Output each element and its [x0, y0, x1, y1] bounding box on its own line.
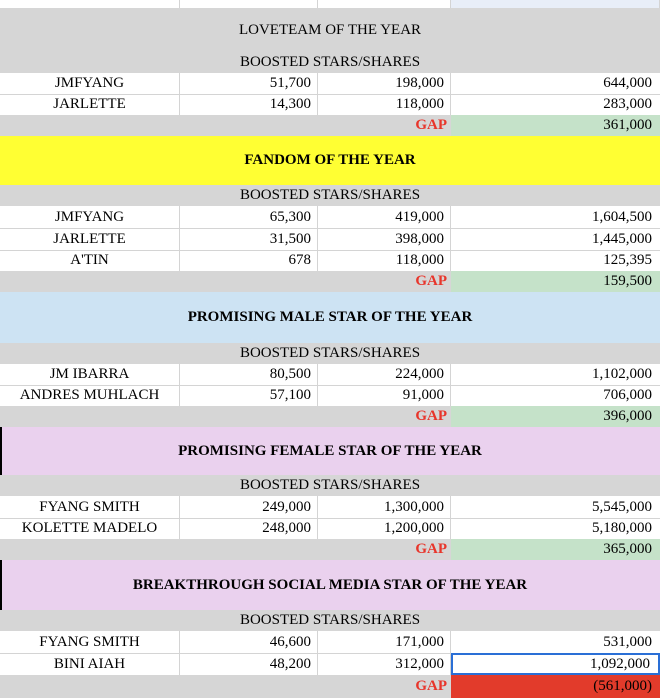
section-title-text: LOVETEAM OF THE YEAR [238, 21, 422, 38]
total-cell[interactable]: 125,395 [603, 252, 652, 268]
total-cell[interactable]: 1,102,000 [592, 366, 652, 382]
gap-row [0, 115, 660, 136]
name-cell[interactable]: JARLETTE [0, 228, 180, 250]
table-row [0, 228, 660, 251]
header-boosted-stars-shares: BOOSTED STARS/SHARES [239, 477, 421, 493]
shares-cell[interactable]: 171,000 [318, 631, 451, 653]
name-cell[interactable]: JMFYANG [0, 206, 180, 228]
gap-value[interactable]: 396,000 [451, 406, 660, 427]
table-row [0, 385, 660, 407]
section-title-text: PROMISING MALE STAR OF THE YEAR [187, 309, 473, 325]
section-header-breakthrough[interactable] [0, 610, 660, 631]
section-header-promising-female[interactable] [0, 475, 660, 496]
name-cell[interactable]: BINI AIAH [0, 653, 180, 675]
shares-cell[interactable]: 118,000 [318, 250, 451, 271]
section-title-text: FANDOM OF THE YEAR [244, 152, 416, 168]
boosted-cell[interactable]: 46,600 [180, 631, 318, 653]
gap-value[interactable]: 361,000 [451, 115, 660, 136]
total-cell[interactable]: 283,000 [603, 96, 652, 112]
table-row [0, 631, 660, 654]
table-row [0, 653, 660, 676]
gap-label[interactable]: GAP [415, 678, 447, 694]
name-cell[interactable]: JM IBARRA [0, 364, 180, 385]
boosted-cell[interactable]: 678 [180, 250, 318, 271]
header-boosted-stars-shares: BOOSTED STARS/SHARES [239, 54, 421, 70]
selected-total-cell[interactable]: 1,092,000 [451, 653, 660, 675]
section-title-fandom[interactable] [0, 136, 660, 185]
header-boosted-stars-shares: BOOSTED STARS/SHARES [239, 612, 421, 628]
shares-cell[interactable]: 118,000 [318, 94, 451, 115]
name-cell[interactable]: FYANG SMITH [0, 496, 180, 518]
gap-value[interactable]: 159,500 [451, 271, 660, 292]
left-border-line [0, 560, 2, 610]
name-cell[interactable]: A'TIN [0, 250, 180, 271]
section-header-fandom[interactable] [0, 185, 660, 206]
header-boosted-stars-shares: BOOSTED STARS/SHARES [239, 345, 421, 361]
shares-cell[interactable]: 398,000 [318, 228, 451, 250]
boosted-cell[interactable]: 248,000 [180, 518, 318, 539]
shares-cell[interactable]: 224,000 [318, 364, 451, 385]
table-row [0, 94, 660, 116]
section-title-promising-male[interactable] [0, 292, 660, 343]
shares-cell[interactable]: 91,000 [318, 385, 451, 406]
shares-cell[interactable]: 312,000 [318, 653, 451, 675]
total-cell[interactable]: 5,180,000 [592, 520, 652, 536]
left-border-line [0, 427, 2, 475]
shares-cell[interactable]: 419,000 [318, 206, 451, 228]
gap-label[interactable]: GAP [415, 117, 447, 133]
boosted-cell[interactable]: 57,100 [180, 385, 318, 406]
table-row [0, 250, 660, 272]
gap-row [0, 539, 660, 560]
gap-label[interactable]: GAP [415, 541, 447, 557]
gap-row [0, 406, 660, 427]
name-cell[interactable]: JARLETTE [0, 94, 180, 115]
total-cell[interactable]: 1,445,000 [592, 230, 652, 247]
gap-label[interactable]: GAP [415, 273, 447, 289]
shares-cell[interactable]: 1,300,000 [318, 496, 451, 518]
table-row [0, 206, 660, 229]
section-title-text: BREAKTHROUGH SOCIAL MEDIA STAR OF THE YEAR [132, 576, 528, 593]
shares-cell[interactable]: 198,000 [318, 73, 451, 94]
total-cell[interactable]: 706,000 [603, 387, 652, 403]
total-cell[interactable]: 531,000 [603, 633, 652, 650]
name-cell[interactable]: KOLETTE MADELO [0, 518, 180, 539]
gap-value[interactable]: 365,000 [451, 539, 660, 560]
total-cell[interactable]: 5,545,000 [592, 498, 652, 515]
section-title-promising-female[interactable] [0, 427, 660, 475]
boosted-cell[interactable]: 14,300 [180, 94, 318, 115]
boosted-cell[interactable]: 65,300 [180, 206, 318, 228]
boosted-cell[interactable]: 80,500 [180, 364, 318, 385]
section-header-promising-male[interactable] [0, 343, 660, 364]
total-cell[interactable]: 644,000 [603, 75, 652, 91]
gap-value-negative[interactable]: (561,000) [451, 675, 660, 698]
table-row [0, 518, 660, 540]
gap-row [0, 271, 660, 292]
boosted-cell[interactable]: 48,200 [180, 653, 318, 675]
section-title-breakthrough[interactable] [0, 560, 660, 610]
gap-row [0, 675, 660, 698]
header-boosted-stars-shares: BOOSTED STARS/SHARES [239, 187, 421, 203]
name-cell[interactable]: JMFYANG [0, 73, 180, 94]
table-row [0, 496, 660, 519]
shares-cell[interactable]: 1,200,000 [318, 518, 451, 539]
boosted-cell[interactable]: 249,000 [180, 496, 318, 518]
section-title-text: PROMISING FEMALE STAR OF THE YEAR [178, 442, 482, 459]
boosted-cell[interactable]: 51,700 [180, 73, 318, 94]
table-row [0, 73, 660, 95]
section-title-loveteam[interactable] [0, 8, 660, 52]
total-cell[interactable]: 1,604,500 [592, 208, 652, 225]
name-cell[interactable]: FYANG SMITH [0, 631, 180, 653]
name-cell[interactable]: ANDRES MUHLACH [0, 385, 180, 406]
section-header-loveteam[interactable] [0, 52, 660, 73]
gap-label[interactable]: GAP [415, 408, 447, 424]
table-row [0, 364, 660, 386]
boosted-cell[interactable]: 31,500 [180, 228, 318, 250]
